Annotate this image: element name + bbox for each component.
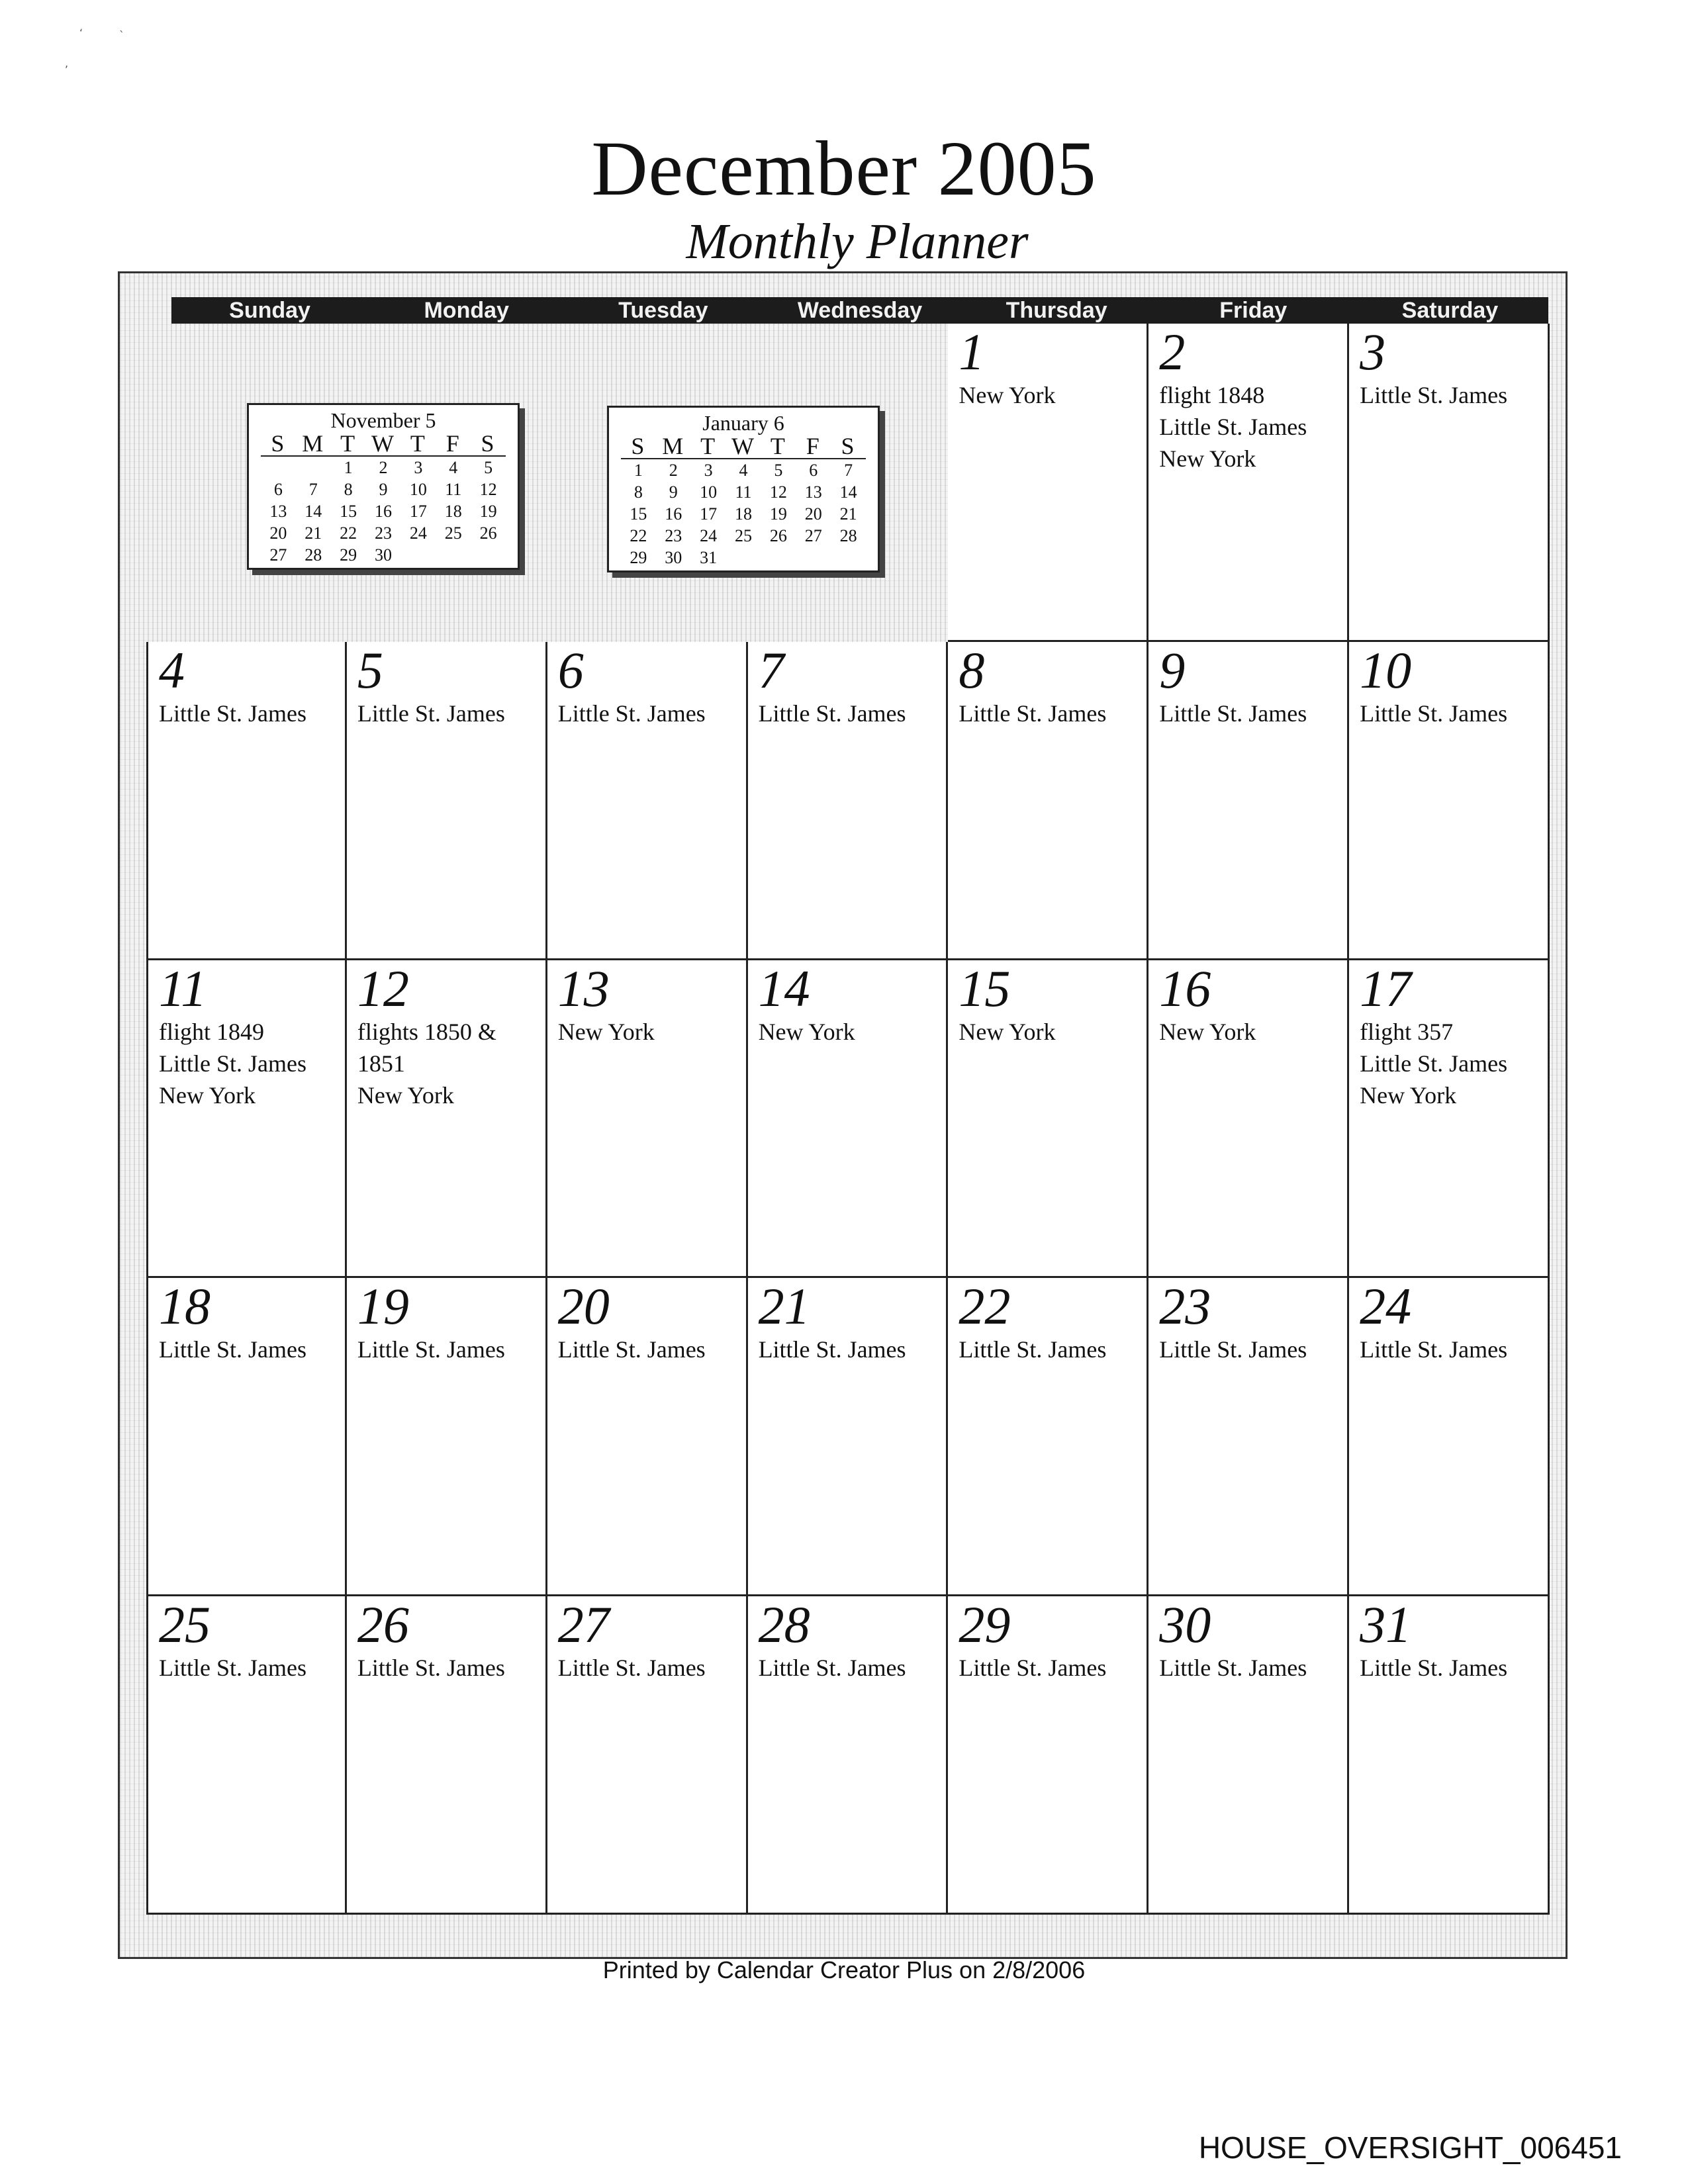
day-cell [547, 1278, 748, 1596]
mini-day-number: 7 [844, 461, 853, 480]
day-number: 6 [557, 641, 584, 699]
mini-weekday-letter: T [770, 433, 786, 459]
mini-day-number: 26 [479, 523, 497, 543]
day-cell [547, 1596, 748, 1915]
day-note: Little St. James [1360, 1655, 1508, 1682]
mini-day-number: 30 [665, 548, 682, 567]
mini-day-number: 25 [444, 523, 462, 543]
day-number: 20 [557, 1277, 610, 1336]
day-cell [1149, 1278, 1349, 1596]
mini-day-number: 19 [769, 504, 787, 523]
mini-day-number: 8 [344, 480, 353, 499]
mini-day-number: 7 [308, 480, 318, 499]
day-note: New York [959, 382, 1056, 408]
mini-calendar-title: November 5 [330, 408, 436, 432]
mini-day-number: 28 [839, 526, 857, 545]
day-number: 15 [959, 959, 1011, 1017]
mini-weekday-letter: F [806, 433, 821, 459]
mini-day-number: 21 [305, 523, 322, 543]
day-note: New York [1159, 1018, 1256, 1045]
day-note: Little St. James [959, 1655, 1107, 1682]
day-cell [347, 960, 547, 1279]
day-note: Little St. James [1360, 700, 1508, 727]
day-note: Little St. James [1360, 382, 1508, 408]
day-cell [347, 1596, 547, 1915]
mini-day-number: 6 [273, 480, 283, 499]
mini-day-number: 18 [734, 504, 752, 523]
mini-day-number: 3 [704, 461, 713, 480]
mini-day-number: 9 [379, 480, 388, 499]
footer-printed-note: Printed by Calendar Creator Plus on 2/8/2006 [602, 1956, 1086, 1983]
day-number: 4 [159, 641, 185, 699]
mini-day-number: 31 [700, 548, 718, 567]
day-number: 1 [959, 323, 985, 381]
mini-weekday-letter: S [631, 433, 646, 459]
mini-day-number: 1 [344, 458, 353, 477]
mini-day-number: 25 [734, 526, 752, 545]
day-note: Little St. James [1159, 1655, 1307, 1682]
day-note: Little St. James [758, 1655, 906, 1682]
day-note: Little St. James [959, 1336, 1107, 1363]
day-number: 16 [1159, 959, 1211, 1017]
day-cell [1349, 960, 1550, 1279]
mini-day-number: 20 [804, 504, 822, 523]
mini-day-number: 8 [633, 482, 643, 502]
mini-day-number: 12 [479, 480, 497, 499]
mini-day-number: 13 [804, 482, 822, 502]
day-cell [547, 642, 748, 960]
mini-weekday-letter: W [371, 430, 395, 457]
mini-weekday-letter: S [841, 433, 856, 459]
mini-day-number: 11 [735, 482, 752, 502]
mini-calendar-november [247, 403, 520, 570]
day-number: 18 [159, 1277, 211, 1336]
mini-day-number: 2 [379, 458, 388, 477]
mini-day-number: 16 [665, 504, 682, 523]
day-number: 31 [1360, 1596, 1412, 1654]
day-note: Little St. James [557, 700, 706, 727]
mini-day-number: 22 [630, 526, 647, 545]
day-note: flight 1848 Little St. James New York [1159, 382, 1307, 472]
mini-calendar-weekdays [261, 432, 506, 457]
day-note: Little St. James [357, 1336, 505, 1363]
day-number: 21 [758, 1277, 810, 1336]
mini-day-number: 3 [414, 458, 423, 477]
day-cell [146, 960, 347, 1279]
mini-day-number [726, 547, 761, 569]
day-number: 19 [357, 1277, 409, 1336]
scan-speck: ` [119, 29, 124, 42]
page-title: December 2005 [591, 125, 1097, 212]
day-cell [146, 642, 347, 960]
mini-day-number: 28 [305, 545, 322, 565]
day-note: Little St. James [1159, 1336, 1307, 1363]
mini-weekday-letter: T [410, 430, 426, 457]
day-number: 11 [159, 959, 207, 1017]
day-number: 30 [1159, 1596, 1211, 1654]
day-number: 10 [1360, 641, 1412, 699]
weekday-tuesday: Tuesday [618, 298, 708, 323]
mini-day-number: 22 [340, 523, 357, 543]
mini-weekday-letter: S [271, 430, 286, 457]
mini-day-number: 11 [445, 480, 462, 499]
mini-day-number: 20 [269, 523, 287, 543]
mini-day-number: 2 [669, 461, 678, 480]
mini-day-number: 19 [479, 502, 497, 521]
mini-day-number: 21 [839, 504, 857, 523]
day-note: Little St. James [357, 1655, 505, 1682]
day-number: 8 [959, 641, 985, 699]
day-number: 23 [1159, 1277, 1211, 1336]
mini-day-number [471, 544, 506, 566]
day-cell [146, 1278, 347, 1596]
mini-day-number: 15 [340, 502, 357, 521]
mini-day-number: 18 [444, 502, 462, 521]
day-number: 25 [159, 1596, 211, 1654]
mini-day-number: 6 [809, 461, 818, 480]
mini-day-number: 5 [774, 461, 783, 480]
weekday-saturday: Saturday [1401, 298, 1499, 323]
day-cell [1149, 960, 1349, 1279]
page-subtitle: Monthly Planner [686, 214, 1029, 269]
mini-day-number: 14 [839, 482, 857, 502]
mini-day-number: 17 [409, 502, 427, 521]
weekday-thursday: Thursday [1006, 298, 1107, 323]
day-number: 17 [1360, 959, 1412, 1017]
weekday-monday: Monday [424, 298, 509, 323]
day-cell [1349, 1596, 1550, 1915]
mini-day-number: 14 [305, 502, 322, 521]
mini-day-number: 23 [665, 526, 682, 545]
day-note: Little St. James [357, 700, 505, 727]
day-number: 9 [1159, 641, 1186, 699]
day-cell [1349, 324, 1550, 642]
day-number: 12 [357, 959, 409, 1017]
mini-day-number: 27 [269, 545, 287, 565]
mini-day-number [831, 547, 866, 569]
day-number: 26 [357, 1596, 409, 1654]
mini-day-number: 29 [340, 545, 357, 565]
day-cell [948, 642, 1149, 960]
day-note: New York [959, 1018, 1056, 1045]
mini-weekday-letter: W [731, 433, 755, 459]
scan-speck: ‘ [79, 26, 83, 39]
day-cell [1349, 642, 1550, 960]
day-number: 24 [1360, 1277, 1412, 1336]
mini-day-number [436, 544, 471, 566]
day-number: 3 [1360, 323, 1386, 381]
mini-day-number: 29 [630, 548, 647, 567]
mini-weekday-letter: T [700, 433, 717, 459]
day-number: 13 [557, 959, 610, 1017]
mini-day-number: 12 [769, 482, 787, 502]
mini-day-number: 30 [374, 545, 392, 565]
mini-day-number: 17 [700, 504, 718, 523]
mini-weekday-letter: S [481, 430, 496, 457]
weekday-header [171, 297, 1548, 324]
mini-weekday-letter: M [662, 433, 685, 459]
day-cell [748, 960, 949, 1279]
mini-day-number: 4 [449, 458, 458, 477]
day-cell [1149, 642, 1349, 960]
calendar-frame [118, 271, 1568, 1959]
mini-day-number: 24 [700, 526, 718, 545]
day-cell [347, 1278, 547, 1596]
day-number: 28 [758, 1596, 810, 1654]
mini-day-number: 4 [739, 461, 748, 480]
mini-calendar-days [621, 459, 866, 569]
day-number: 14 [758, 959, 810, 1017]
day-note: Little St. James [758, 1336, 906, 1363]
day-note: New York [758, 1018, 855, 1045]
day-number: 5 [357, 641, 383, 699]
day-number: 2 [1159, 323, 1186, 381]
day-cell [1349, 1278, 1550, 1596]
day-note: New York [557, 1018, 655, 1045]
weekday-friday: Friday [1219, 298, 1288, 323]
bates-number: HOUSE_OVERSIGHT_006451 [1198, 2130, 1622, 2165]
day-note: Little St. James [1360, 1336, 1508, 1363]
day-cell [748, 642, 949, 960]
mini-day-number [296, 457, 331, 478]
mini-day-number: 26 [769, 526, 787, 545]
day-cell [347, 642, 547, 960]
day-cell [948, 960, 1149, 1279]
mini-day-number [261, 457, 296, 478]
day-note: flight 357 Little St. James New York [1360, 1018, 1508, 1109]
day-note: flight 1849 Little St. James New York [159, 1018, 306, 1109]
day-cell [1149, 1596, 1349, 1915]
day-note: Little St. James [557, 1336, 706, 1363]
mini-day-number: 23 [374, 523, 392, 543]
mini-weekday-letter: F [445, 430, 461, 457]
day-note: Little St. James [159, 700, 306, 727]
mini-calendar-january [607, 406, 880, 572]
day-note: Little St. James [1159, 700, 1307, 727]
day-number: 29 [959, 1596, 1011, 1654]
day-cell [948, 1596, 1149, 1915]
day-note: Little St. James [159, 1655, 306, 1682]
mini-day-number: 9 [669, 482, 678, 502]
weekday-sunday: Sunday [229, 298, 310, 323]
day-cell [948, 1278, 1149, 1596]
weekday-wednesday: Wednesday [797, 298, 923, 323]
mini-day-number [761, 547, 796, 569]
day-note: Little St. James [159, 1336, 306, 1363]
mini-day-number: 15 [630, 504, 647, 523]
mini-day-number [796, 547, 831, 569]
scan-speck: , [65, 57, 69, 69]
mini-day-number [400, 544, 436, 566]
mini-calendar-days [261, 457, 506, 566]
mini-day-number: 27 [804, 526, 822, 545]
mini-calendar-title: January 6 [702, 411, 784, 435]
mini-day-number: 13 [269, 502, 287, 521]
day-cell [948, 324, 1149, 642]
mini-day-number: 1 [633, 461, 643, 480]
day-note: Little St. James [557, 1655, 706, 1682]
day-cell [748, 1278, 949, 1596]
mini-day-number: 10 [700, 482, 718, 502]
mini-calendar-weekdays [621, 434, 866, 459]
day-number: 7 [758, 641, 784, 699]
day-cell [146, 1596, 347, 1915]
day-number: 27 [557, 1596, 610, 1654]
day-note: Little St. James [758, 700, 906, 727]
day-cell [1149, 324, 1349, 642]
mini-day-number: 10 [409, 480, 427, 499]
day-note: Little St. James [959, 700, 1107, 727]
mini-day-number: 16 [374, 502, 392, 521]
mini-weekday-letter: T [340, 430, 357, 457]
day-number: 22 [959, 1277, 1011, 1336]
mini-weekday-letter: M [302, 430, 325, 457]
mini-day-number: 24 [409, 523, 427, 543]
day-note: flights 1850 & 1851 New York [357, 1018, 496, 1109]
day-cell [748, 1596, 949, 1915]
day-cell [547, 960, 748, 1279]
mini-day-number: 5 [484, 458, 493, 477]
